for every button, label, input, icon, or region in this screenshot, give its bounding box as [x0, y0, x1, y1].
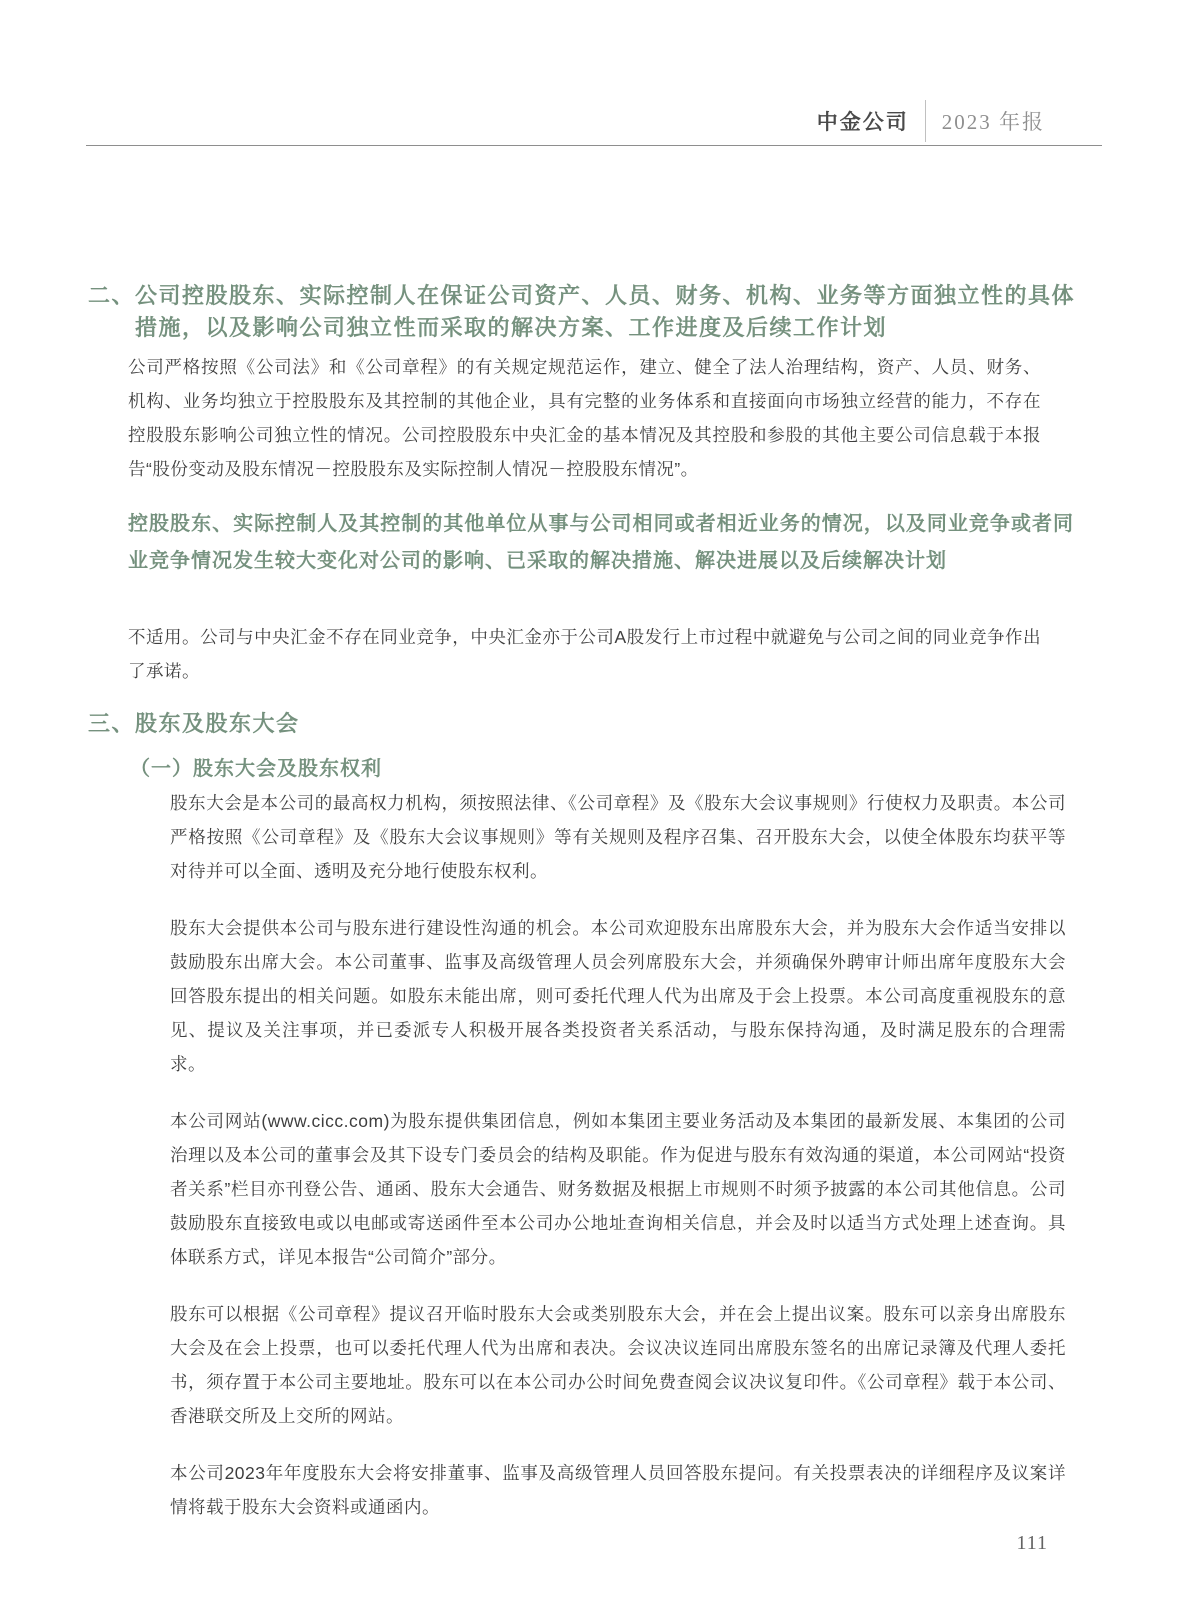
section-3-title: 股东及股东大会: [135, 711, 300, 736]
section-2-number: 二、: [88, 283, 136, 308]
paragraph-meeting-communication: 股东大会提供本公司与股东进行建设性沟通的机会。本公司欢迎股东出席股东大会，并为股东大会作适当安排以鼓励股东出席大会。本公司董事、监事及高级管理人员会列席股东大会，并须确保外聘审计师出席年度股东大会回答股东提出的相关问题。如股东未能出席，则可委托代理人代为出席及于会上投票。本公司高度重视股东的意见、提议及关注事项，并已委派专人积极开展各类投资者关系活动，与股东保持沟通，及时满足股东的合理需求。: [170, 918, 1066, 1074]
not-applicable-paragraph: 不适用。公司与中央汇金不存在同业竞争，中央汇金亦于公司A股发行上市过程中就避免与公司之间的同业竞争作出了承诺。: [128, 627, 1041, 681]
section-2-heading: [88, 280, 1075, 344]
header-divider: [925, 100, 926, 142]
paragraph-meeting-authority: 股东大会是本公司的最高权力机构，须按照法律、《公司章程》及《股东大会议事规则》行使权力及职责。本公司严格按照《公司章程》及《股东大会议事规则》等有关规则及程序召集、召开股东大会，以使全体股东均获平等对待并可以全面、透明及充分地行使股东权利。: [170, 793, 1066, 881]
paragraph-meeting-proposals: 股东可以根据《公司章程》提议召开临时股东大会或类别股东大会，并在会上提出议案。股东可以亲身出席股东大会及在会上投票，也可以委托代理人代为出席和表决。会议决议连同出席股东签名的出席记录簿及代理人委托书，须存置于本公司主要地址。股东可以在本公司办公时间免费查阅会议决议复印件。《公司章程》载于本公司、香港联交所及上交所的网站。: [170, 1304, 1066, 1426]
page-header: [817, 100, 1045, 142]
page-number: 111: [1016, 1532, 1048, 1554]
section-3-number: 三、: [88, 711, 136, 736]
header-rule: [86, 145, 1102, 146]
competition-subheading: 控股股东、实际控制人及其控制的其他单位从事与公司相同或者相近业务的情况，以及同业竞争或者同业竞争情况发生较大变化对公司的影响、已采取的解决措施、解决进展以及后续解决计划: [128, 513, 1074, 572]
shareholders-meeting-subheading: （一）股东大会及股东权利: [130, 758, 382, 780]
shareholders-meeting-paragraphs: [170, 786, 1066, 1547]
independence-paragraph: 公司严格按照《公司法》和《公司章程》的有关规定规范运作，建立、健全了法人治理结构，资产、人员、财务、机构、业务均独立于控股股东及其控制的其他企业，具有完整的业务体系和直接面向市场独立经营的能力，不存在控股股东影响公司独立性的情况。公司控股股东中央汇金的基本情况及其控股和参股的其他主要公司信息载于本报告“股份变动及股东情况－控股股东及实际控制人情况－控股股东情况”。: [128, 357, 1041, 479]
company-name: 中金公司: [816, 110, 909, 134]
section-3-heading: [88, 708, 1075, 740]
report-year-label: 2023 年报: [941, 110, 1045, 134]
paragraph-company-website: 本公司网站(www.cicc.com)为股东提供集团信息，例如本集团主要业务活动及本集团的最新发展、本集团的公司治理以及本公司的董事会及其下设专门委员会的结构及职能。作为促进与股东有效沟通的渠道，本公司网站“投资者关系”栏目亦刊登公告、通函、股东大会通告、财务数据及根据上市规则不时须予披露的本公司其他信息。公司鼓励股东直接致电或以电邮或寄送函件至本公司办公地址查询相关信息，并会及时以适当方式处理上述查询。具体联系方式，详见本报告“公司简介”部分。: [170, 1111, 1066, 1267]
paragraph-2023-agm: 本公司2023年年度股东大会将安排董事、监事及高级管理人员回答股东提问。有关投票表决的详细程序及议案详情将载于股东大会资料或通函内。: [170, 1463, 1066, 1517]
section-2-title: 公司控股股东、实际控制人在保证公司资产、人员、财务、机构、业务等方面独立性的具体措施，以及影响公司独立性而采取的解决方案、工作进度及后续工作计划: [135, 283, 1076, 340]
